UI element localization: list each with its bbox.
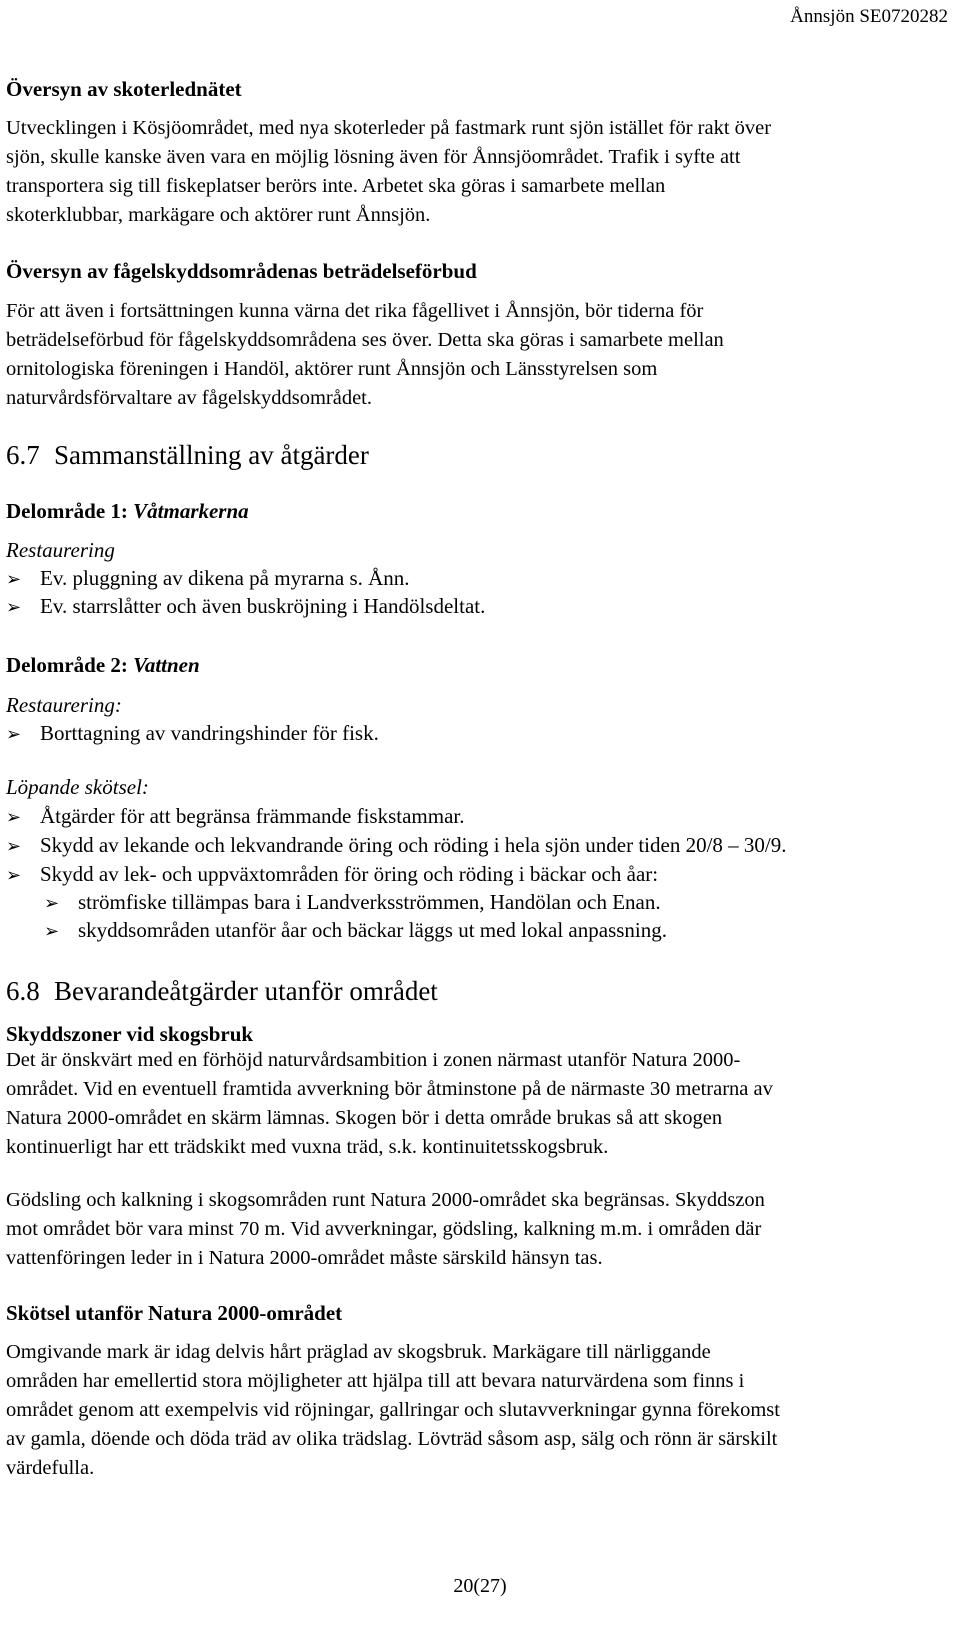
heading-skoter: Översyn av skoterlednätet [6,77,242,101]
text-line: Natura 2000-området en skärm lämnas. Skogen bör i detta område brukas så att skogen [6,1107,723,1129]
bullet-text: strömfiske tillämpas bara i Landverksströmmen, Handölan och Enan. [78,890,661,914]
bullet-text: Åtgärder för att begränsa främmande fiskstammar. [40,804,465,828]
text-line: beträdelseförbud för fågelskyddsområdena ses över. Detta ska göras i samarbete mellan [6,329,724,351]
text-line: vattenföringen leder in i Natura 2000-området måste särskild hänsyn tas. [6,1247,603,1269]
paragraph-skyddszoner [6,1046,936,1162]
subarea-label: Delområde 2: [6,653,128,677]
bullet-text: Skydd av lek- och uppväxtområden för öring och röding i bäckar och åar: [40,862,659,886]
subarea-heading-1 [6,498,249,524]
text-line: området genom att exempelvis vid röjningar, gallringar och slutavverkningar gynna förekomst [6,1399,780,1421]
section-title: Sammanställning av åtgärder [54,440,369,470]
text-line: värdefulla. [6,1457,95,1479]
heading-fagel: Översyn av fågelskyddsområdenas beträdelseförbud [6,259,477,283]
bullet-item [6,861,658,889]
category-label: Löpande skötsel: [6,775,149,799]
arrowhead-bullet-icon: ➢ [44,893,60,914]
page-number: 20(27) [453,1575,507,1597]
arrowhead-bullet-icon: ➢ [6,724,22,745]
subarea-heading-2 [6,652,200,678]
sub-bullet-item [44,917,667,945]
section-heading-6-8 [6,975,438,1007]
subarea-label: Delområde 1: [6,499,128,523]
arrowhead-bullet-icon: ➢ [6,569,22,590]
section-title: Bevarandeåtgärder utanför området [54,976,438,1006]
text-line: Gödsling och kalkning i skogsområden runt Natura 2000-området ska begränsas. Skyddszon [6,1189,765,1211]
bullet-text: Skydd av lekande och lekvandrande öring och röding i hela sjön under tiden 20/8 – 30/9. [40,833,787,857]
section-number: 6.8 [6,976,40,1006]
text-line: naturvårdsförvaltare av fågelskyddsområdet. [6,387,373,409]
arrowhead-bullet-icon: ➢ [44,921,60,942]
paragraph-godsling [6,1186,936,1273]
arrowhead-bullet-icon: ➢ [6,836,22,857]
text-line: kontinuerligt har ett trädskikt med vuxna träd, s.k. kontinuitetsskogsbruk. [6,1136,609,1158]
text-line: För att även i fortsättningen kunna värna det rika fågellivet i Ånnsjön, bör tiderna för [6,300,704,322]
section-heading-6-7 [6,439,369,471]
bullet-text: Ev. pluggning av dikena på myrarna s. Ånn. [40,566,410,590]
bullet-text: Ev. starrslåtter och även buskröjning i Handölsdeltat. [40,594,486,618]
text-line: ornitologiska föreningen i Handöl, aktörer runt Ånnsjön och Länsstyrelsen som [6,358,658,380]
bullet-text: Borttagning av vandringshinder för fisk. [40,721,379,745]
subarea-name: Vattnen [133,653,200,677]
text-line: skoterklubbar, markägare och aktörer runt Ånnsjön. [6,204,431,226]
bullet-item [6,565,410,593]
heading-skyddszoner: Skyddszoner vid skogsbruk [6,1022,254,1046]
heading-skotsel-utanfor: Skötsel utanför Natura 2000-området [6,1301,343,1325]
category-label: Restaurering [6,538,115,562]
arrowhead-bullet-icon: ➢ [6,597,22,618]
category-label: Restaurering: [6,693,122,717]
bullet-item [6,720,379,748]
bullet-item [6,593,485,621]
text-line: mot området bör vara minst 70 m. Vid avverkningar, gödsling, kalkning m.m. i områden där [6,1218,762,1240]
bullet-item [6,832,787,860]
paragraph-skoter [6,114,936,230]
paragraph-fagel [6,297,936,413]
text-line: områden har emellertid stora möjligheter att hjälpa till att bevara naturvärdena som finns i [6,1370,745,1392]
text-line: transportera sig till fiskeplatser berörs inte. Arbetet ska göras i samarbete mellan [6,175,666,197]
sub-bullet-item [44,889,661,917]
text-line: Det är önskvärt med en förhöjd naturvårdsambition i zonen närmast utanför Natura 2000- [6,1049,741,1071]
text-line: området. Vid en eventuell framtida avverkning bör åtminstone på de närmaste 30 metrarna av [6,1078,773,1100]
section-number: 6.7 [6,440,40,470]
paragraph-skotsel-utanfor [6,1338,936,1483]
document-id-header: Ånnsjön SE0720282 [790,6,948,27]
bullet-text: skyddsområden utanför åar och bäckar läggs ut med lokal anpassning. [78,918,667,942]
arrowhead-bullet-icon: ➢ [6,807,22,828]
text-line: av gamla, döende och döda träd av olika trädslag. Lövträd såsom asp, sälg och rönn är särskilt [6,1428,778,1450]
arrowhead-bullet-icon: ➢ [6,865,22,886]
text-line: Omgivande mark är idag delvis hårt präglad av skogsbruk. Markägare till närliggande [6,1341,711,1363]
text-line: Utvecklingen i Kösjöområdet, med nya skoterleder på fastmark runt sjön istället för rakt över [6,117,772,139]
subarea-name: Våtmarkerna [133,499,249,523]
text-line: sjön, skulle kanske även vara en möjlig lösning även för Ånnsjöområdet. Trafik i syfte att [6,146,741,168]
bullet-item [6,803,465,831]
